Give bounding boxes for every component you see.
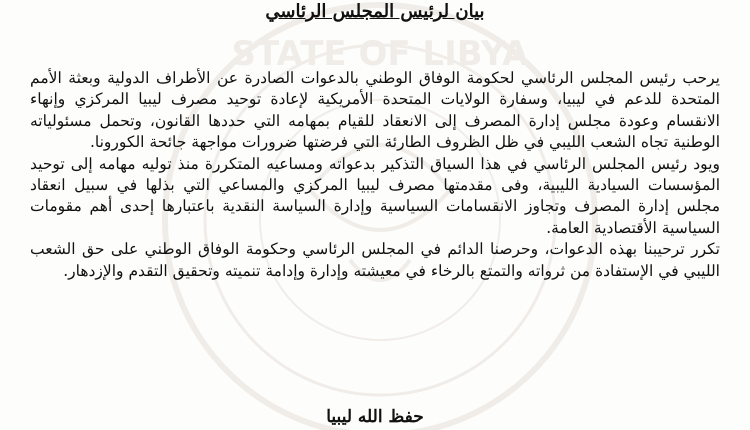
closing-line: حفظ الله ليبيا — [326, 407, 424, 427]
statement-paragraph-1: يرحب رئيس المجلس الرئاسي لحكومة الوفاق الوطني بالدعوات الصادرة عن الأطراف الدولية وبعثة الأمم المتحدة للدعم في ليبيا، وسفارة الولايات المتحدة الأمريكية لإعادة توحيد مصرف ليبيا المركزي وإنهاء الانقسام وعودة مجلس إدارة المصرف إلى الانعقاد للقيام بمهامه التي حددها القانون، وتحمل مسئولياته الوطنية تجاه الشعب الليبي في ظل الظروف الطارئة التي فرضتها ضرورات مواجهة جائحة الكورونا. — [30, 69, 720, 152]
statement-body — [30, 68, 720, 282]
statement-title: بيان لرئيس المجلس الرئاسي — [265, 1, 485, 22]
watermark-text: STATE OF LIBYA — [231, 34, 529, 74]
statement-paragraph-3: تكرر ترحيبنا بهذه الدعوات، وحرصنا الدائم في المجلس الرئاسي وحكومة الوفاق الوطني على حق الشعب الليبي في الإستفادة من ثرواته والتمتع بالرخاء في معيشته وإدارة وإدامة تنميته وتحقيق التقدم والإزدهار. — [30, 240, 720, 280]
statement-paragraph-2: ويود رئيس المجلس الرئاسي في هذا السياق التذكير بدعواته ومساعيه المتكررة منذ توليه مهامه إلى توحيد المؤسسات السيادية الليبية، وفى مقدمتها مصرف ليبيا المركزي والمساعي التي بذلها في سبيل انعقاد مجلس إدارة المصرف وتجاوز الانقسامات السياسية وإدارة السياسة النقدية باعتبارها إحدى أهم مقومات السياسية الأقتصادية العامة. — [30, 154, 720, 237]
